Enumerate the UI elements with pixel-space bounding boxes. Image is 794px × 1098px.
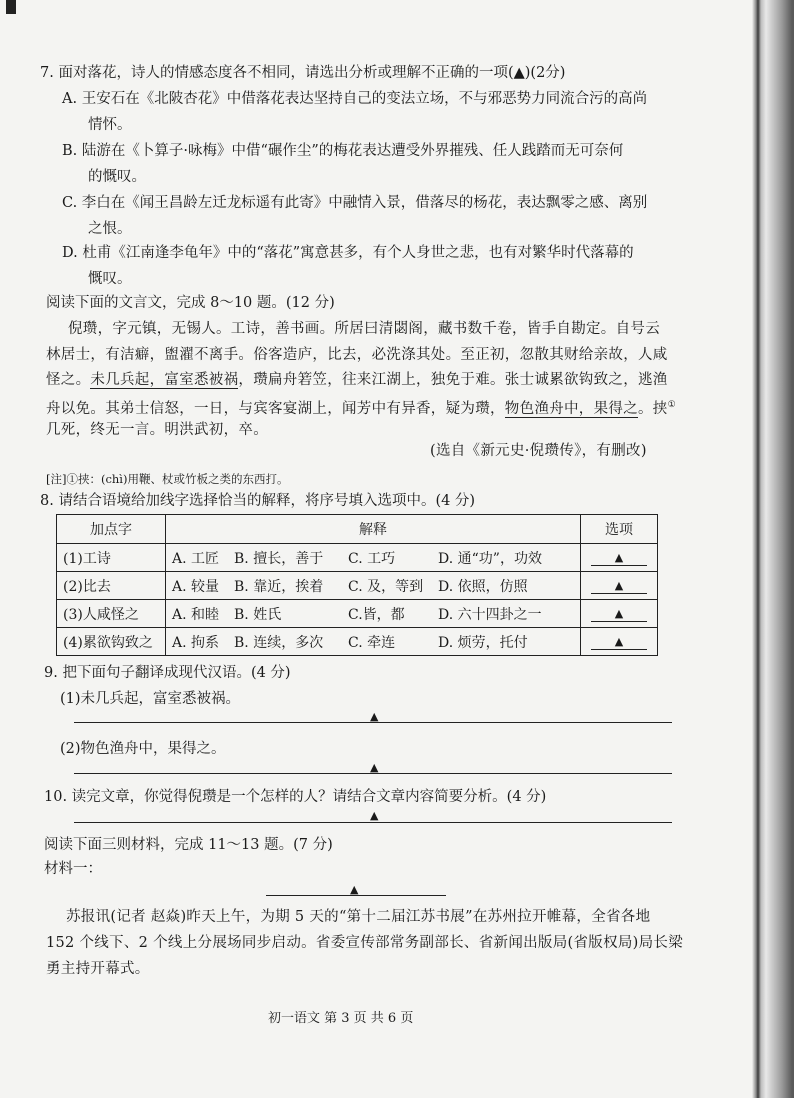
passage-intro: 阅读下面的文言文，完成 8～10 题。(12 分) bbox=[46, 295, 335, 311]
q7-option-b-cont: 的慨叹。 bbox=[88, 169, 146, 185]
q10-stem: 10. 读完文章，你觉得倪瓒是一个怎样的人？请结合文章内容简要分析。(4 分) bbox=[44, 789, 547, 805]
q8-word: (3)人咸怪之 bbox=[57, 600, 166, 628]
table-row bbox=[57, 572, 658, 600]
passage-line-2: 林居士，有洁癖，盥濯不离手。俗客造庐，比去，必洗涤其处。至正初，忽散其财给亲故，人咸 bbox=[46, 347, 668, 363]
passage-line-5: 几死，终无一言。明洪武初，卒。 bbox=[46, 422, 268, 438]
q7-option-a: A. 王安石在《北陂杏花》中借落花表达坚持自己的变法立场，不与邪恶势力同流合污的高尚 bbox=[62, 91, 648, 107]
answer-mark: ▲ bbox=[370, 761, 379, 774]
q9-answer-line-1[interactable] bbox=[74, 722, 672, 723]
table-row bbox=[57, 600, 658, 628]
underlined-sentence-2: 物色渔舟中，果得之 bbox=[504, 400, 638, 417]
passage-line-1: 倪瓒，字元镇，无锡人。工诗，善书画。所居曰清閟阁，藏书数千卷，皆手自勘定。自号云 bbox=[68, 321, 660, 337]
table-row bbox=[57, 544, 658, 572]
q7-option-a-cont: 情怀。 bbox=[88, 117, 132, 133]
material-1-label: 材料一： bbox=[44, 861, 102, 877]
q8-explanations: A. 和睦 B. 姓氏 C.皆，都 D. 六十四卦之一 bbox=[166, 600, 581, 628]
q9-sentence-1: (1)未几兵起，富室悉被祸。 bbox=[60, 691, 241, 707]
q7-option-d-cont: 慨叹。 bbox=[88, 271, 132, 287]
q9-answer-line-2[interactable] bbox=[74, 773, 672, 774]
q8-table bbox=[56, 514, 658, 656]
q8-answer-blank[interactable]: ▲ bbox=[581, 572, 658, 600]
passage-note: [注]①挟：(chì)用鞭、杖或竹板之类的东西打。 bbox=[46, 472, 289, 486]
q8-answer-blank[interactable]: ▲ bbox=[581, 628, 658, 656]
q8-header-explain: 解释 bbox=[166, 515, 581, 544]
material-1-line-1: 苏报讯(记者 赵焱)昨天上午，为期 5 天的“第十二届江苏书展”在苏州拉开帷幕，全省各地 bbox=[66, 909, 651, 925]
q8-stem: 8. 请结合语境给加线字选择恰当的解释，将序号填入选项中。(4 分) bbox=[40, 493, 476, 509]
q9-stem: 9. 把下面句子翻译成现代汉语。(4 分) bbox=[44, 665, 291, 681]
q8-word: (1)工诗 bbox=[57, 544, 166, 572]
q7-option-d: D. 杜甫《江南逢李龟年》中的“落花”寓意甚多，有个人身世之悲，也有对繁华时代落幕的 bbox=[62, 245, 634, 261]
q8-word: (4)累欲钩致之 bbox=[57, 628, 166, 656]
answer-mark: ▲ bbox=[350, 883, 359, 896]
q8-explanations: A. 工匠 B. 擅长，善于 C. 工巧 D. 通“功”，功效 bbox=[166, 544, 581, 572]
material-1-title-blank[interactable] bbox=[266, 895, 446, 896]
q7-option-c: C. 李白在《闻王昌龄左迁龙标遥有此寄》中融情入景，借落尽的杨花，表达飘零之感、离别 bbox=[62, 195, 648, 211]
table-row bbox=[57, 628, 658, 656]
scan-mark bbox=[6, 0, 16, 14]
q7-stem: 7. 面对落花，诗人的情感态度各不相同，请选出分析或理解不正确的一项(▲)(2分) bbox=[40, 65, 566, 81]
q8-answer-blank[interactable]: ▲ bbox=[581, 544, 658, 572]
passage-line-4: 舟以免。其弟士信怒，一日，与宾客宴湖上，闻芳中有异香，疑为瓒，物色渔舟中，果得之。挟① bbox=[46, 400, 676, 417]
passage-line-3: 怪之。未几兵起，富室悉被祸，瓒扁舟箬笠，往来江湖上，独免于难。张士诚累欲钩致之，逃渔 bbox=[46, 372, 668, 388]
answer-mark: ▲ bbox=[370, 809, 379, 822]
q8-header-word: 加点字 bbox=[57, 515, 166, 544]
underlined-sentence-1: 未几兵起，富室悉被祸 bbox=[90, 372, 239, 388]
q10-answer-line[interactable] bbox=[74, 822, 672, 823]
q8-header-row bbox=[57, 515, 658, 544]
material-1-line-3: 勇主持开幕式。 bbox=[46, 961, 150, 977]
footnote-marker: ① bbox=[667, 400, 676, 410]
page-edge-shadow bbox=[752, 0, 794, 1098]
q8-explanations: A. 拘系 B. 连续，多次 C. 牵连 D. 烦劳，托付 bbox=[166, 628, 581, 656]
materials-intro: 阅读下面三则材料，完成 11～13 题。(7 分) bbox=[44, 837, 333, 853]
answer-mark: ▲ bbox=[370, 710, 379, 723]
q7-option-c-cont: 之恨。 bbox=[88, 221, 132, 237]
q8-word: (2)比去 bbox=[57, 572, 166, 600]
q8-header-option: 选项 bbox=[581, 515, 658, 544]
q8-explanations: A. 较量 B. 靠近，挨着 C. 及，等到 D. 依照，仿照 bbox=[166, 572, 581, 600]
material-1-line-2: 152 个线下、2 个线上分展场同步启动。省委宣传部常务副部长、省新闻出版局(省版权局)局长梁 bbox=[46, 935, 684, 951]
page-footer: 初一语文 第 3 页 共 6 页 bbox=[268, 1011, 414, 1026]
q9-sentence-2: (2)物色渔舟中，果得之。 bbox=[60, 741, 226, 757]
q7-option-b: B. 陆游在《卜算子·咏梅》中借“碾作尘”的梅花表达遭受外界摧残、任人践踏而无可奈何 bbox=[62, 143, 624, 159]
q8-answer-blank[interactable]: ▲ bbox=[581, 600, 658, 628]
passage-source: (选自《新元史·倪瓒传》，有删改) bbox=[430, 443, 647, 459]
